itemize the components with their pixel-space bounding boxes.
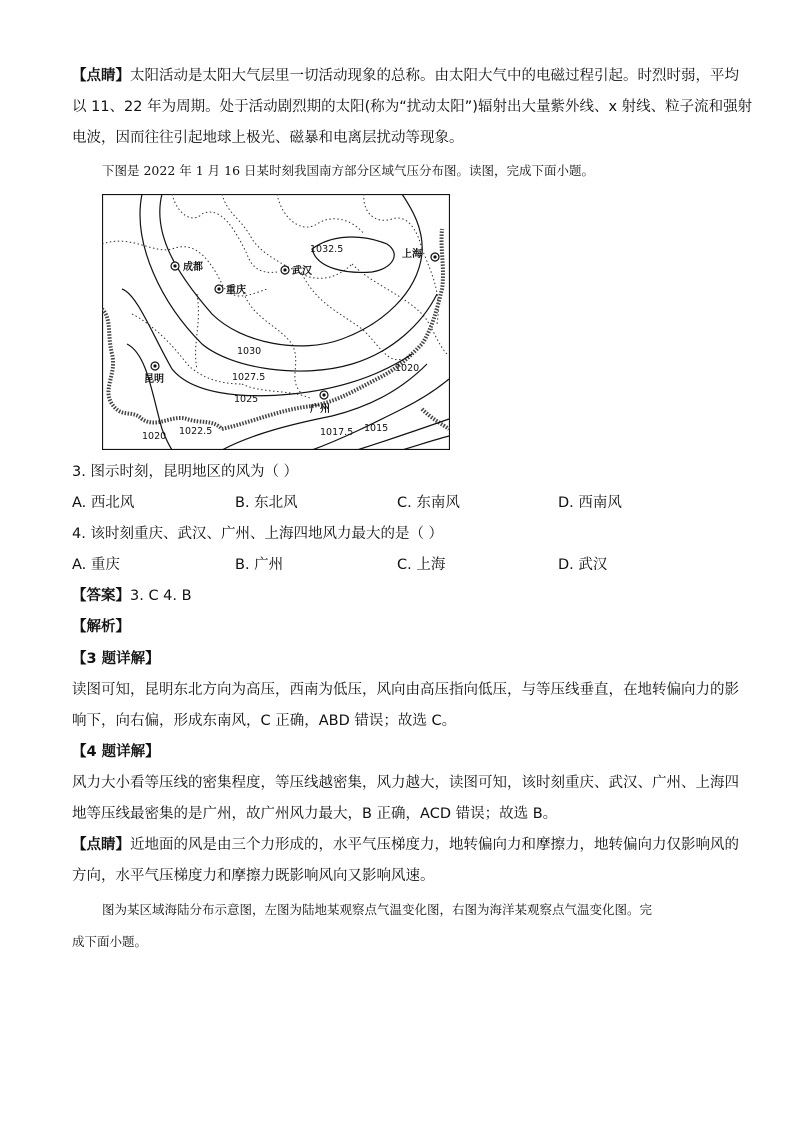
detail3-line-1: 读图可知，昆明东北方向为高压，西南为低压，风向由高压指向低压，与等压线垂直，在地转偏向力的影 — [72, 682, 739, 698]
isobar-label: 1017.5 — [320, 427, 354, 438]
note-line-1 — [72, 66, 739, 86]
q4-option-a[interactable]: A. 重庆 — [72, 557, 120, 573]
isobar-label: 1020 — [395, 363, 420, 374]
note2-tag: 【点睛】 — [72, 837, 130, 853]
detail3-tag: 【3 题详解】 — [72, 651, 160, 667]
detail4-line-2: 地等压线最密集的是广州，故广州风力最大，B 正确，ACD 错误；故选 B。 — [72, 806, 558, 822]
isobar-label: 1022.5 — [179, 426, 213, 437]
isobar-label: 1015 — [364, 423, 389, 434]
q3-option-c[interactable]: C. 东南风 — [397, 495, 460, 511]
answer-line — [72, 586, 192, 606]
answer-text: 3. C 4. B — [130, 588, 192, 604]
next-intro-line-1: 图为某区域海陆分布示意图，左图为陆地某观察点气温变化图，右图为海洋某观察点气温变化图。完 — [102, 902, 653, 917]
isobar-label: 1030 — [237, 346, 262, 357]
isobar-label: 1032.5 — [310, 244, 344, 255]
note2-text: 近地面的风是由三个力形成的，水平气压梯度力，地转偏向力和摩擦力，地转偏向力仅影响风的 — [130, 837, 739, 853]
note2-line-2: 方向，水平气压梯度力和摩擦力既影响风向又影响风速。 — [72, 868, 435, 884]
detail3-line-2: 响下，向右偏，形成东南风，C 正确，ABD 错误；故选 C。 — [72, 713, 457, 729]
isobar-label: 1025 — [234, 394, 259, 405]
pressure-map — [102, 194, 450, 450]
answer-tag: 【答案】 — [72, 588, 130, 604]
figure-caption: 下图是 2022 年 1 月 16 日某时刻我国南方部分区域气压分布图。读图，完成下面小题。 — [102, 163, 595, 178]
city-label-chongqing: 重庆 — [226, 285, 246, 296]
detail4-tag: 【4 题详解】 — [72, 744, 160, 760]
note-line-3: 电波，因而往往引起地球上极光、磁暴和电离层扰动等现象。 — [72, 130, 464, 146]
isobar-label: 1020 — [142, 431, 167, 442]
note2-line-1 — [72, 835, 739, 855]
note-tag: 【点睛】 — [72, 68, 130, 84]
note-line-2: 以 11、22 年为周期。处于活动剧烈期的太阳(称为“扰动太阳”)辐射出大量紫外线、x 射线、粒子流和强射 — [72, 99, 753, 115]
q3-option-d[interactable]: D. 西南风 — [558, 495, 622, 511]
city-label-chengdu: 成都 — [183, 262, 203, 273]
note-text: 太阳活动是太阳大气层里一切活动现象的总称。由太阳大气中的电磁过程引起。时烈时弱，平均 — [130, 68, 739, 84]
q4-option-d[interactable]: D. 武汉 — [558, 557, 608, 573]
analysis-tag: 【解析】 — [72, 619, 130, 635]
q4-option-c[interactable]: C. 上海 — [397, 557, 446, 573]
isobar-label: 1027.5 — [232, 372, 266, 383]
q3-option-a[interactable]: A. 西北风 — [72, 495, 135, 511]
city-label-guangzhou: 广州 — [310, 404, 330, 415]
detail4-line-1: 风力大小看等压线的密集程度，等压线越密集，风力越大，读图可知，该时刻重庆、武汉、广州、上海四 — [72, 775, 739, 791]
q3-stem: 3. 图示时刻，昆明地区的风为（ ） — [72, 464, 299, 480]
q3-option-b[interactable]: B. 东北风 — [235, 495, 298, 511]
q4-stem: 4. 该时刻重庆、武汉、广州、上海四地风力最大的是（ ） — [72, 526, 444, 542]
next-intro-line-2: 成下面小题。 — [72, 934, 148, 949]
q4-option-b[interactable]: B. 广州 — [235, 557, 284, 573]
city-label-wuhan: 武汉 — [292, 266, 312, 277]
city-label-kunming: 昆明 — [144, 374, 164, 385]
city-label-shanghai: 上海 — [402, 249, 422, 260]
